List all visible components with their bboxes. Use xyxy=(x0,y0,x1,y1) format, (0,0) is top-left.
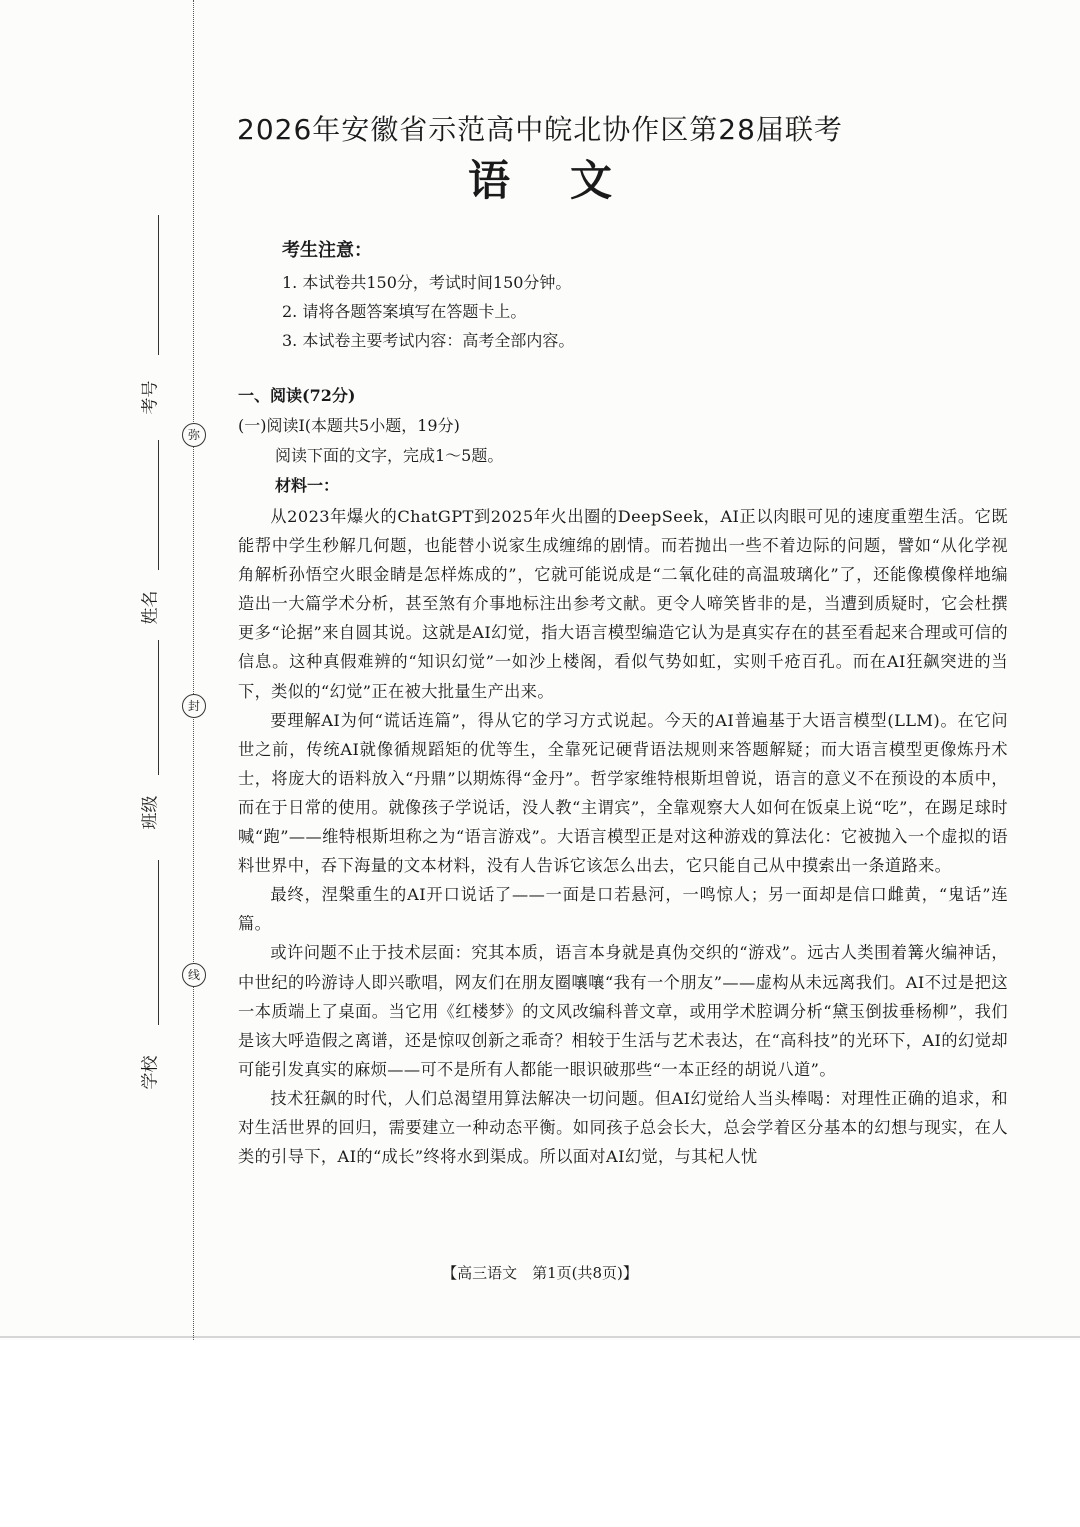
seal-mark-mi: 弥 xyxy=(182,423,206,447)
class-label: 班级 xyxy=(140,795,161,830)
seal-mark-xian: 线 xyxy=(182,963,206,987)
name-blank-line xyxy=(158,440,159,570)
material-text xyxy=(238,502,1008,1171)
class-field xyxy=(130,640,166,840)
name-label: 姓名 xyxy=(140,590,161,625)
paragraph: 技术狂飙的时代，人们总渴望用算法解决一切问题。但AI幻觉给人当头棒喝：对理性正确的追求，和对生活世界的回归，需要建立一种动态平衡。如同孩子总会长大，总会学着区分基本的幻想与现实，在人类的引导下，AI的“成长”终将水到渠成。所以面对AI幻觉，与其杞人忧 xyxy=(238,1088,1008,1167)
notice-item: 2. 请将各题答案填写在答题卡上。 xyxy=(282,302,527,321)
exam-title: 2026年安徽省示范高中皖北协作区第28届联考 xyxy=(237,113,843,146)
notice-title: 考生注意： xyxy=(282,240,372,261)
paragraph: 要理解AI为何“谎话连篇”，得从它的学习方式说起。今天的AI普遍基于大语言模型(LLM)。在它问世之前，传统AI就像循规蹈矩的优等生，全靠死记硬背语法规则来答题解疑；而大语言模型更像炼丹术士，将庞大的语料放入“丹鼎”以期炼得“金丹”。哲学家维特根斯坦曾说，语言的意义不在预设的本质中，而在于日常的使用。就像孩子学说话，没人教“主谓宾”，全靠观察大人如何在饭桌上说“吃”，在踢足球时喊“跑”——维特根斯坦称之为“语言游戏”。大语言模型正是对这种游戏的算法化：它被抛入一个虚拟的语料世界中，吞下海量的文本材料，没有人告诉它该怎么出去，它只能自己从中摸索出一条道路来。 xyxy=(238,710,1008,876)
school-label: 学校 xyxy=(140,1055,161,1090)
page-footer: 【高三语文 第1页(共8页)】 xyxy=(442,1264,638,1282)
section-heading: 一、阅读(72分) xyxy=(238,386,356,405)
school-blank-line xyxy=(158,860,159,1025)
school-field xyxy=(130,860,166,1100)
seal-mark-feng: 封 xyxy=(182,694,206,718)
paragraph: 或许问题不止于技术层面：究其本质，语言本身就是真伪交织的“游戏”。远古人类围着篝火编神话，中世纪的吟游诗人即兴歌唱，网友们在朋友圈嚷嚷“我有一个朋友”——虚构从未远离我们。AI不过是把这一本质端上了桌面。当它用《红楼梦》的文风改编科普文章，或用学术腔调分析“黛玉倒拔垂杨柳”，我们是该大呼造假之离谱，还是惊叹创新之乖奇？相较于生活与艺术表达，在“高科技”的光环下，AI的幻觉却可能引发真实的麻烦——可不是所有人都能一眼识破那些“一本正经的胡说八道”。 xyxy=(238,943,1008,1079)
class-blank-line xyxy=(158,640,159,775)
page-edge-shadow xyxy=(0,1336,1080,1338)
notice-item: 3. 本试卷主要考试内容：高考全部内容。 xyxy=(282,331,575,350)
paragraph: 最终，涅槃重生的AI开口说话了——一面是口若悬河，一鸣惊人；另一面却是信口雌黄，“鬼话”连篇。 xyxy=(238,885,1008,934)
name-field xyxy=(130,440,166,650)
candidate-notice xyxy=(282,236,782,355)
exam-number-label: 考号 xyxy=(140,380,161,415)
paragraph: 从2023年爆火的ChatGPT到2025年火出圈的DeepSeek，AI正以肉眼可见的速度重塑生活。它既能帮中学生秒解几何题，也能替小说家生成缠绵的剧情。而若抛出一些不着边际的问题，譬如“从化学视角解析孙悟空火眼金睛是怎样炼成的”，它就可能说成是“二氧化硅的高温玻璃化”了，还能像模像样地编造出一大篇学术分析，甚至煞有介事地标注出参考文献。更令人啼笑皆非的是，当遭到质疑时，它会杜撰更多“论据”来自圆其说。这就是AI幻觉，指大语言模型编造它认为是真实存在的甚至看起来合理或可信的信息。这种真假难辨的“知识幻觉”一如沙上楼阁，看似气势如虹，实则千疮百孔。而在AI狂飙突进的当下，类似的“幻觉”正在被大批量生产出来。 xyxy=(238,507,1008,701)
exam-number-field xyxy=(130,215,166,430)
exam-number-blank-line xyxy=(158,215,159,355)
notice-item: 1. 本试卷共150分，考试时间150分钟。 xyxy=(282,273,572,292)
reading-instruction: 阅读下面的文字，完成1～5题。 xyxy=(275,446,504,465)
subsection-heading: (一)阅读Ⅰ(本题共5小题，19分) xyxy=(238,416,460,435)
material-label: 材料一： xyxy=(275,476,340,495)
subject-title: 语文 xyxy=(467,156,672,205)
